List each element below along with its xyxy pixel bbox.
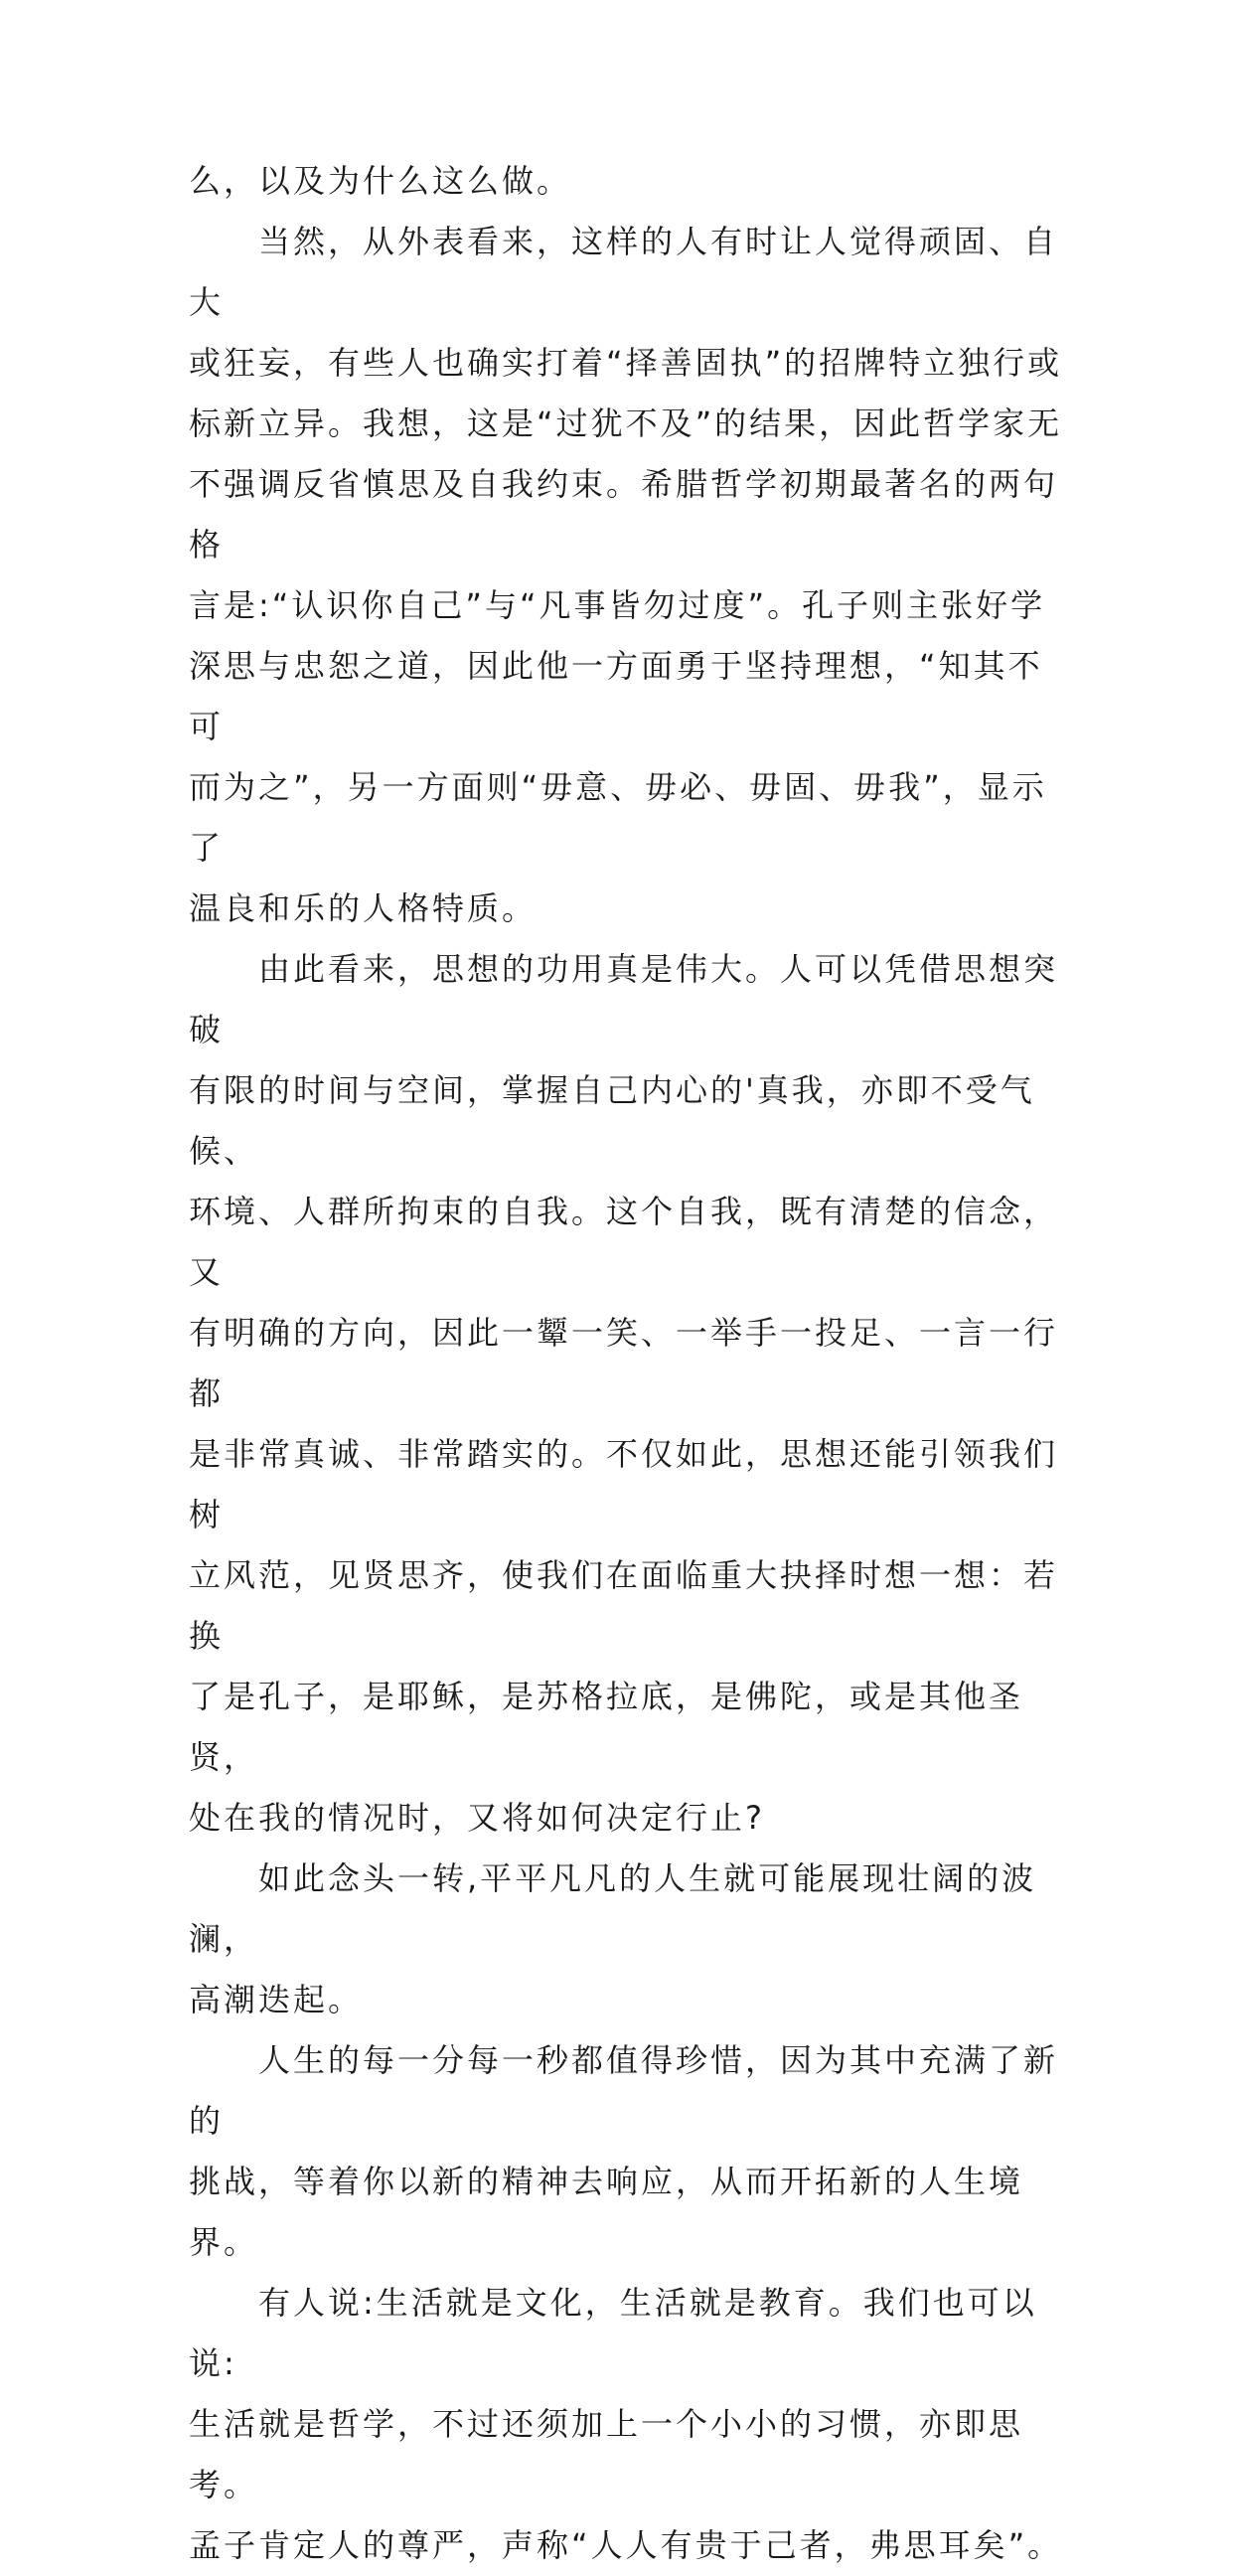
document-body — [189, 151, 1063, 2576]
paragraph: 有人说:生活就是文化，生活就是教育。我们也可以说: 生活就是哲学，不过还须加上一个小小的习惯，亦即思考。 孟子肯定人的尊严，声称“人人有贵于己者，弗思耳矣”。 — [189, 2284, 1063, 2564]
paragraph: 人生的每一分每一秒都值得珍惜，因为其中充满了新的 挑战，等着你以新的精神去响应，从而开拓新的人生境界。 — [189, 2041, 1059, 2261]
paragraph: 由此看来，思想的功用真是伟大。人可以凭借思想突破 有限的时间与空间，掌握自己内心的'真我，亦即不受气候、 环境、人群所拘束的自我。这个自我，既有清楚的信念，又 有明确的方向，因此一颦一笑、一举手一投足、一言一行都 是非常真诚、非常踏实的。不仅如此，思想还能引领我们树 立风范，见贤思齐，使我们在面临重大抉择时想一想：若换 了是孔子，是耶稣，是苏格拉底，是佛陀，或是其他圣贤， 处在我的情况时，又将如何决定行止? — [189, 950, 1059, 1837]
paragraph: 如此念头一转,平平凡凡的人生就可能展现壮阔的波澜， 高潮迭起。 — [189, 1859, 1037, 2018]
paragraph: 当然，从外表看来，这样的人有时让人觉得顽固、自大 或狂妄，有些人也确实打着“择善固执”的招牌特立独行或 标新立异。我想，这是“过犹不及”的结果，因此哲学家无 不强调反省慎思及自我约束。希腊哲学初期最著名的两句格 言是:“认识你自己”与“凡事皆勿过度”。孔子则主张好学 深思与忠恕之道，因此他一方面勇于坚持理想，“知其不可 而为之”，另一方面则“毋意、毋必、毋固、毋我”，显示了 温良和乐的人格特质。 — [189, 223, 1063, 927]
paragraph: 么，以及为什么这么做。 — [189, 162, 572, 200]
